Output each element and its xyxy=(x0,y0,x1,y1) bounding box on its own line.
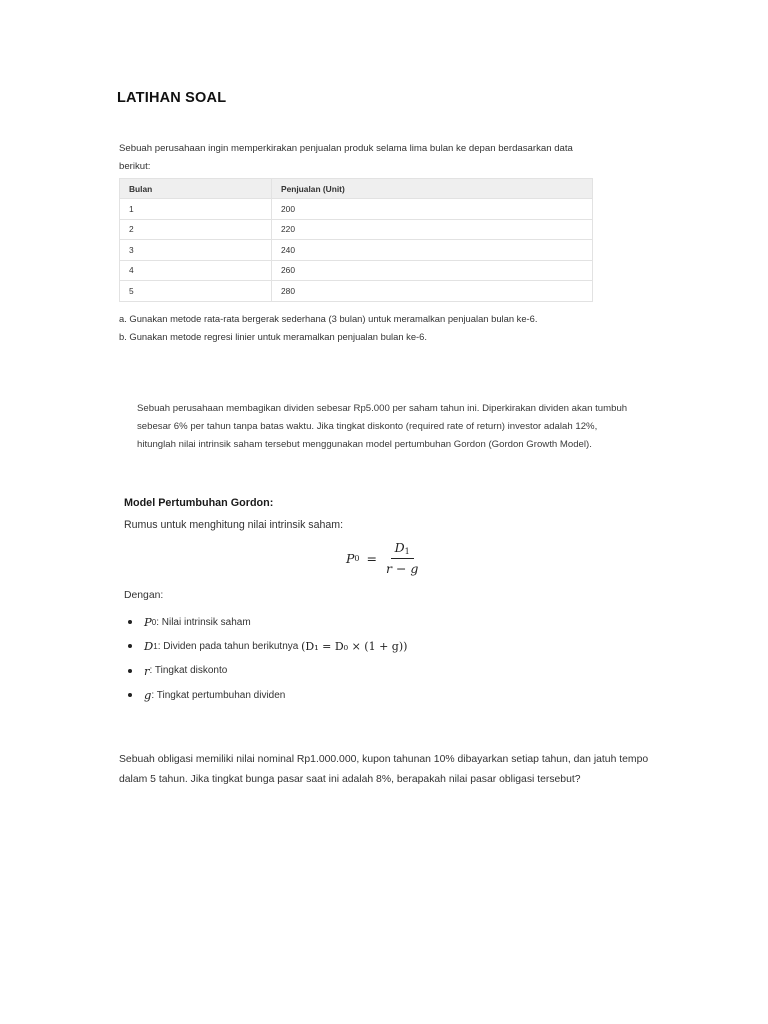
question-1-tasks xyxy=(119,310,659,346)
list-item: D 1 : Dividen pada tahun berikutnya (D₁ = D₀ × (1 + g)) xyxy=(128,634,407,658)
cell-penjualan: 220 xyxy=(272,219,593,240)
question-1-intro: Sebuah perusahaan ingin memperkirakan penjualan produk selama lima bulan ke depan berdasarkan data berikut: xyxy=(119,143,573,172)
gordon-heading: Model Pertumbuhan Gordon: xyxy=(124,497,274,509)
cell-bulan: 5 xyxy=(120,281,272,302)
sales-table xyxy=(119,178,593,302)
cell-bulan: 2 xyxy=(120,219,272,240)
column-header-bulan: Bulan xyxy=(120,179,272,199)
gordon-formula xyxy=(346,540,421,576)
bullet-icon xyxy=(128,669,132,673)
dividend-growth-formula: (D₁ = D₀ × (1 + g)) xyxy=(301,639,408,653)
cell-penjualan: 240 xyxy=(272,240,593,261)
table-row xyxy=(120,260,593,281)
cell-bulan: 3 xyxy=(120,240,272,261)
table-row xyxy=(120,240,593,261)
cell-penjualan: 260 xyxy=(272,260,593,281)
task-a: a. Gunakan metode rata-rata bergerak sederhana (3 bulan) untuk meramalkan penjualan bulan ke-6. xyxy=(119,313,538,324)
variable-definitions xyxy=(128,610,407,707)
column-header-penjualan: Penjualan (Unit) xyxy=(272,179,593,199)
cell-bulan: 1 xyxy=(120,199,272,220)
bullet-icon xyxy=(128,644,132,648)
page-title: LATIHAN SOAL xyxy=(117,90,227,106)
cell-penjualan: 200 xyxy=(272,199,593,220)
dengan-label: Dengan: xyxy=(124,590,164,601)
list-item: P 0 : Nilai intrinsik saham xyxy=(128,610,407,634)
formula-fraction xyxy=(383,540,421,576)
bullet-icon xyxy=(128,693,132,697)
table-row xyxy=(120,219,593,240)
bullet-icon xyxy=(128,620,132,624)
formula-numerator: $D_1$ xyxy=(391,540,414,559)
list-item: g : Tingkat pertumbuhan dividen xyxy=(128,683,407,707)
table-row xyxy=(120,199,593,220)
table-row xyxy=(120,281,593,302)
cell-bulan: 4 xyxy=(120,260,272,281)
cell-penjualan: 280 xyxy=(272,281,593,302)
formula-denominator: r − g xyxy=(386,561,419,576)
question-2-text: Sebuah perusahaan membagikan dividen sebesar Rp5.000 per saham tahun ini. Diperkirakan dividen akan tumbuh sebesar 6% per tahun tanpa batas waktu. Jika tingkat diskonto (required rate of return) investor adalah 12%, hitunglah nilai intrinsik saham tersebut menggunakan model pertumbuhan Gordon (Gordon Growth Model). xyxy=(137,403,628,451)
formula-intro: Rumus untuk menghitung nilai intrinsik saham: xyxy=(124,519,344,531)
formula-lhs: P xyxy=(346,550,355,566)
task-b: b. Gunakan metode regresi linier untuk meramalkan penjualan bulan ke-6. xyxy=(119,331,427,342)
list-item: r : Tingkat diskonto xyxy=(128,659,407,683)
question-3-text: Sebuah obligasi memiliki nilai nominal Rp1.000.000, kupon tahunan 10% dibayarkan setiap tahun, dan jatuh tempo dalam 5 tahun. Jika tingkat bunga pasar saat ini adalah 8%, berapakah nilai pasar obligasi tersebut? xyxy=(119,754,649,785)
formula-lhs-sub: 0 xyxy=(354,553,360,563)
table-header-row xyxy=(120,179,593,199)
formula-equals: = xyxy=(366,550,377,566)
